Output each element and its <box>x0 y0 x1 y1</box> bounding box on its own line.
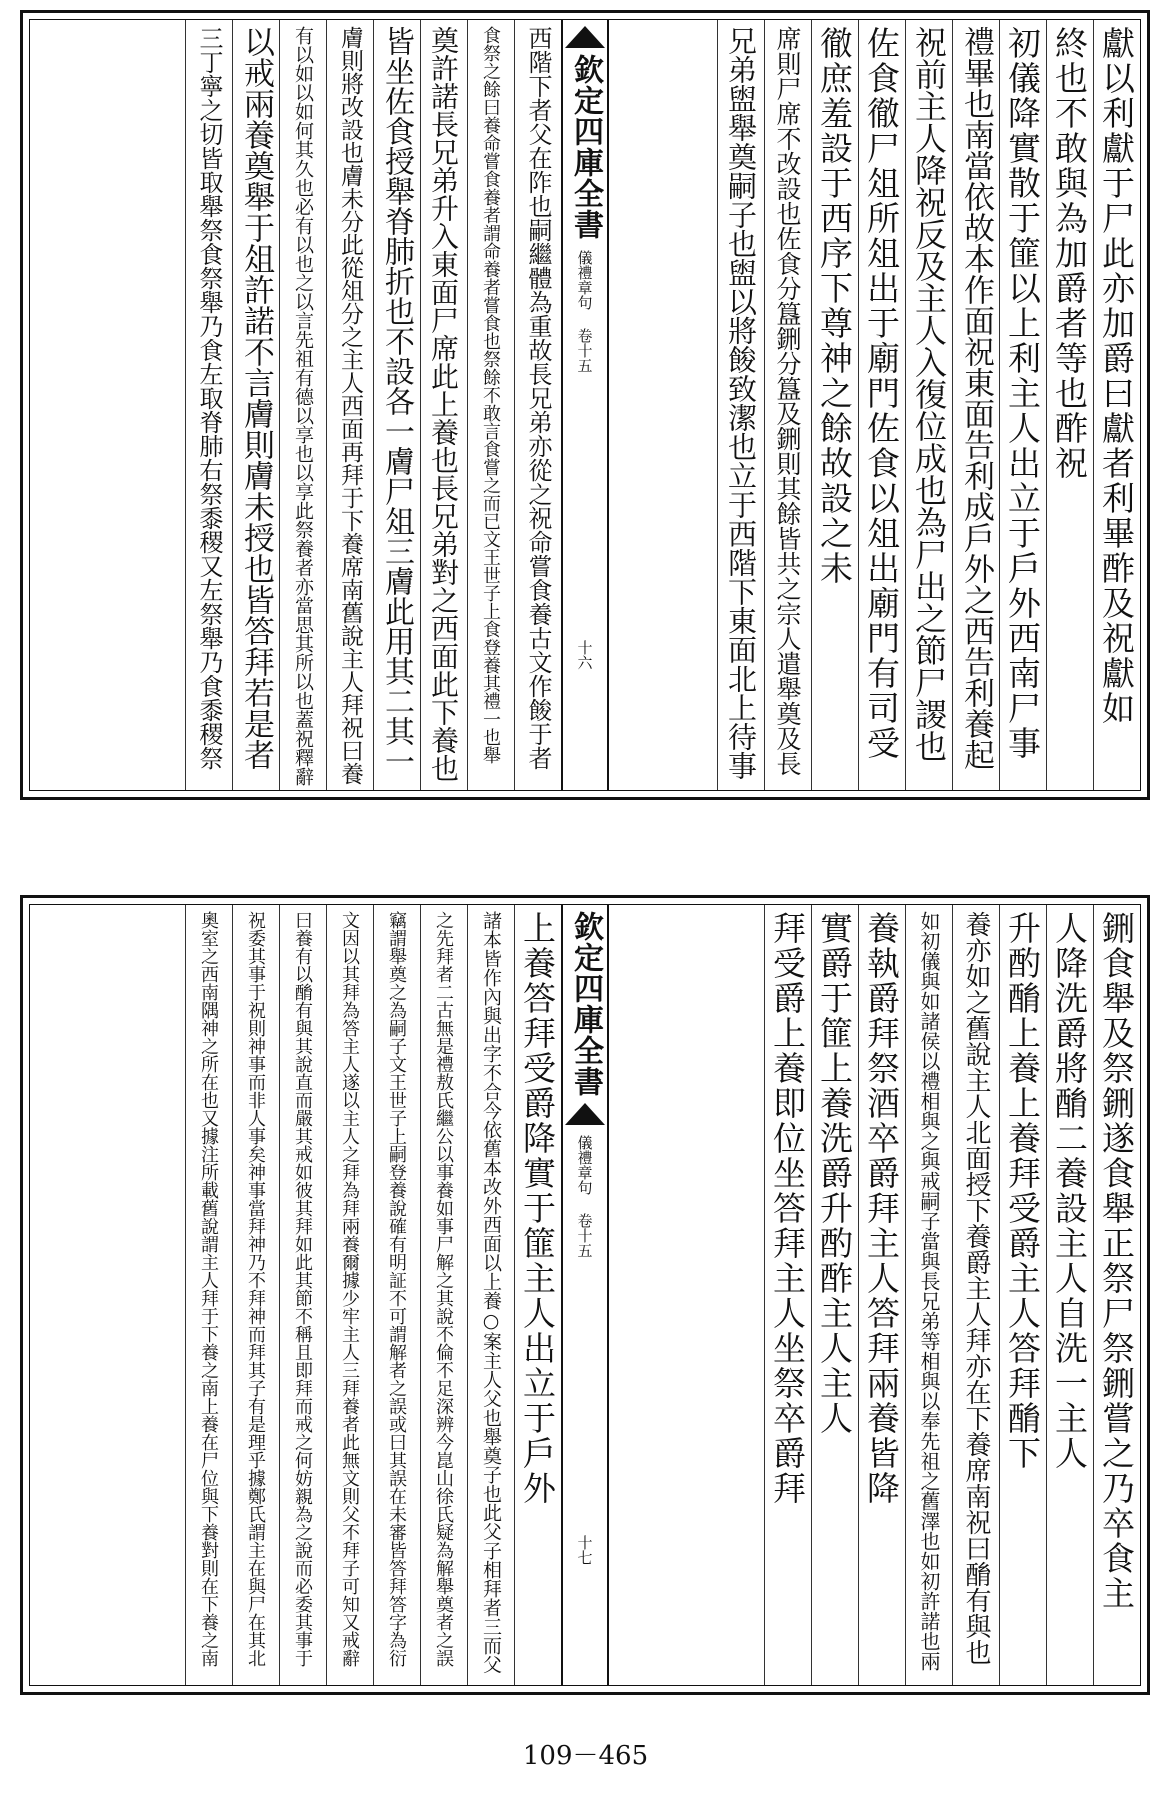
spine-title: 欽定四庫全書 <box>568 54 603 240</box>
text-column: 實爵于篚上養洗爵升酌酢主人主人 <box>811 905 858 1685</box>
text-column: 席則尸席不改設也佐食分簋鉶分簋及鉶則其餘皆共之宗人遣舉奠及長 <box>764 20 811 790</box>
fish-tail-mark-icon <box>565 26 605 48</box>
fish-tail-mark-icon <box>565 1103 605 1125</box>
text-column: 西階下者父在阼也嗣繼體為重故長兄弟亦從之祝命嘗食養古文作餕于者 <box>514 20 561 790</box>
bottom-spine <box>561 905 609 1685</box>
text-column: 鉶食舉及祭鉶遂食舉正祭尸祭鉶嘗之乃卒食主 <box>1093 905 1140 1685</box>
text-column: 終也不敢與為加爵者等也酢祝 <box>1046 20 1093 790</box>
text-column: 膚則將改設也膚未分此從俎分之主人西面再拜于下養席南舊說主人拜祝曰養 <box>326 20 373 790</box>
spine-page-number: 十六 <box>575 640 594 670</box>
bottom-right-half <box>609 905 1140 1685</box>
text-column: 拜受爵上養即位坐答拜主人坐祭卒爵拜 <box>764 905 811 1685</box>
text-column: 竊謂舉奠之為嗣子文王世子上嗣登養說確有明証不可謂解者之誤或曰其誤在未審皆答拜答字為衍 <box>373 905 420 1685</box>
text-column: 獻以利獻于尸此亦加爵曰獻者利畢酢及祝獻如 <box>1093 20 1140 790</box>
spine-title: 欽定四庫全書 <box>568 911 603 1097</box>
top-page-frame <box>29 19 1141 791</box>
top-right-half <box>609 20 1140 790</box>
text-column: 如初儀與如諸侯以禮相與之與戒嗣子當與長兄弟等相與以奉先祖之舊澤也如初許諾也兩 <box>905 905 952 1685</box>
top-left-half <box>30 20 561 790</box>
text-column: 養亦如之舊說主人北面授下養爵主人拜亦在下養席南祝曰酳有與也 <box>952 905 999 1685</box>
text-column: 上養答拜受爵降實于篚主人出立于戶外 <box>514 905 561 1685</box>
text-column: 養執爵拜祭酒卒爵拜主人答拜兩養皆降 <box>858 905 905 1685</box>
spine-subtitle: 儀禮章句 卷十五 <box>575 250 594 373</box>
text-column: 曰養有以酳有與其說直而嚴其戒如彼其拜如此其節不稱且即拜而戒之何妨親為之說而必委其事于 <box>279 905 326 1685</box>
text-column: 奠許諾長兄弟升入東面尸席此上養也長兄弟對之西面此下養也 <box>420 20 467 790</box>
text-column: 有以如以如何其久也必有以也之以言先祖有德以享也以享此祭養者亦當思其所以也蓋祝釋辭 <box>279 20 326 790</box>
text-column: 佐食徹尸俎所俎出于廟門佐食以俎出廟門有司受 <box>858 20 905 790</box>
text-column: 升酌酳上養上養拜受爵主人答拜酳下 <box>999 905 1046 1685</box>
text-column: 三丁寧之切皆取舉祭食祭舉乃食左取脊肺右祭黍稷又左祭舉乃食黍稷祭 <box>185 20 232 790</box>
spine-page-number: 十七 <box>575 1535 594 1565</box>
spine-subtitle: 儀禮章句 卷十五 <box>575 1135 594 1258</box>
text-column: 初儀降實散于篚以上利主人出立于戶外西南尸事 <box>999 20 1046 790</box>
text-column: 食祭之餘曰養命嘗食養者謂命養者嘗食也祭餘不敢言食嘗之而已文王世子上食登養其禮一也舉 <box>467 20 514 790</box>
text-column: 諸本皆作內與出字不合今依舊本改外西面以上養○案主人父也舉奠子也此父子相拜者三而父 <box>467 905 514 1685</box>
page-footer-number: 109－465 <box>522 1741 649 1771</box>
text-column: 文因以其拜為答主人遂以主人之拜為拜兩養爾據少牢主人三拜養者此無文則父不拜子可知又戒辭 <box>326 905 373 1685</box>
text-column: 祝委其事于祝則神事而非人事矣神事當拜神乃不拜神而拜其子有是理乎據鄭氏謂主在與尸在其北 <box>232 905 279 1685</box>
text-column: 徹庶羞設于西序下尊神之餘故設之未 <box>811 20 858 790</box>
text-column: 以戒兩養奠舉于俎許諾不言膚則膚未授也皆答拜若是者 <box>232 20 279 790</box>
top-spine <box>561 20 609 790</box>
text-column: 人降洗爵將酳二養設主人自洗一主人 <box>1046 905 1093 1685</box>
text-column: 祝前主人降祝反及主人入復位成也為尸出之節尸謖也 <box>905 20 952 790</box>
text-column: 奧室之西南隅神之所在也又據注所載舊說謂主人拜于下養之南上養在尸位與下養對則在下養之南 <box>185 905 232 1685</box>
text-column: 禮畢也南當依故本作面祝東面告利成戶外之西告利養起 <box>952 20 999 790</box>
top-page <box>20 10 1150 800</box>
bottom-page-frame <box>29 904 1141 1686</box>
bottom-left-half <box>30 905 561 1685</box>
bottom-page <box>20 895 1150 1695</box>
text-column: 之先拜者二古無是禮敖氏繼公以事養如事尸解之其說不倫不足深辨今崑山徐氏疑為解舉奠者之誤 <box>420 905 467 1685</box>
text-column: 兄弟盥舉奠嗣子也盥以將餕致潔也立于西階下東面北上待事 <box>717 20 764 790</box>
text-column: 皆坐佐食授舉脊肺折也不設各一膚尸俎三膚此用其二其一 <box>373 20 420 790</box>
